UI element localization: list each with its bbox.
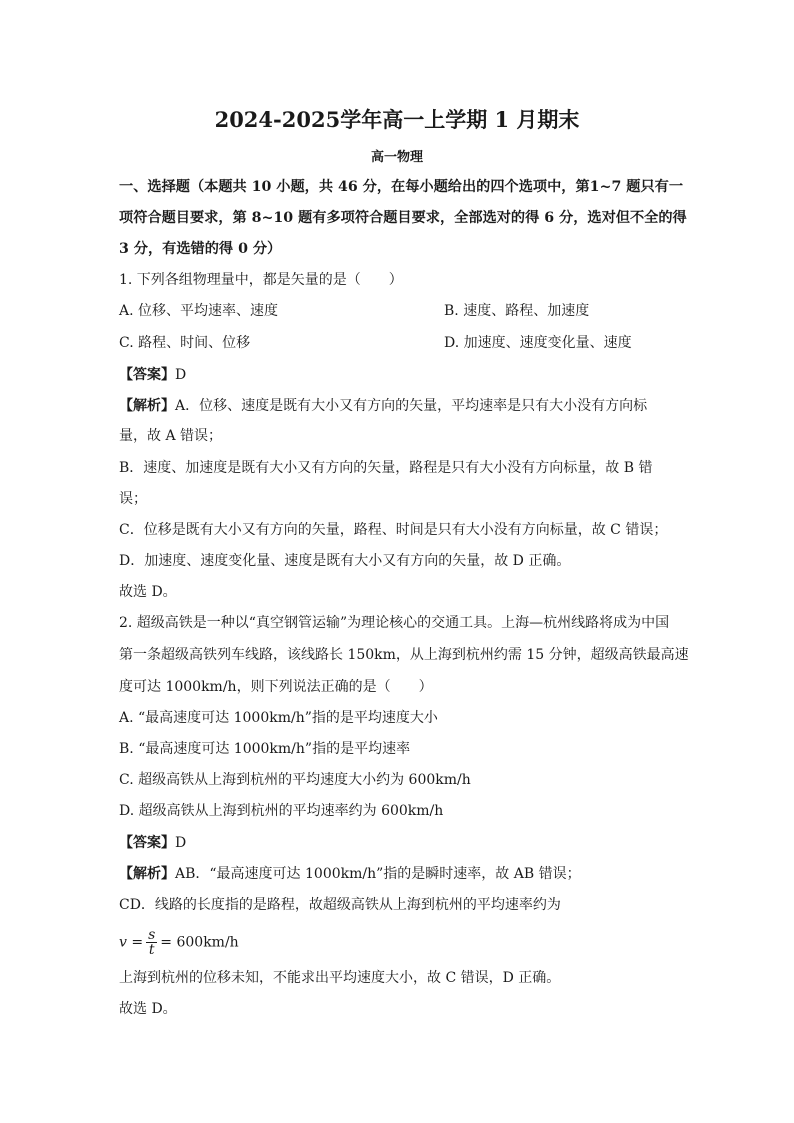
section-instructions-line-2: 项符合题目要求，第 8~10 题有多项符合题目要求，全部选对的得 6 分，选对但不全的得: [119, 210, 687, 226]
analysis-text: A．位移、速度是既有大小又有方向的矢量，平均速率是只有大小没有方向标: [175, 398, 648, 414]
q2-analysis-line-3: 上海到杭州的位移未知，不能求出平均速度大小，故 C 错误，D 正确。: [119, 970, 561, 986]
answer-value: D: [175, 835, 187, 851]
analysis-text: AB．“最高速度可达 1000km/h”指的是瞬时速率，故 AB 错误；: [175, 866, 581, 882]
answer-tag: 【答案】: [119, 367, 175, 383]
section-instructions-line-3: 3 分，有选错的得 0 分）: [119, 241, 282, 257]
q1-option-d: D. 加速度、速度变化量、速度: [444, 335, 632, 351]
formula-equals: =: [131, 934, 144, 951]
velocity-formula: [119, 928, 239, 960]
q2-stem-line-3: 度可达 1000km/h，则下列说法正确的是（ ）: [119, 679, 433, 695]
q1-stem: 1. 下列各组物理量中，都是矢量的是（ ）: [119, 272, 403, 288]
q1-option-b: B. 速度、路程、加速度: [444, 303, 590, 319]
q2-option-d: D. 超级高铁从上海到杭州的平均速率约为 600km/h: [119, 803, 444, 819]
q2-stem-line-2: 第一条超级高铁列车线路，该线路长 150km，从上海到杭州约需 15 分钟，超级高铁最高速: [119, 647, 689, 663]
q1-answer: [119, 364, 186, 384]
answer-tag: 【答案】: [119, 835, 175, 851]
page-title: 2024-2025学年高一上学期 1 月期末: [214, 107, 580, 132]
analysis-tag: 【解析】: [119, 398, 175, 414]
formula-rhs: = 600km/h: [160, 934, 239, 951]
q2-option-b: B. “最高速度可达 1000km/h”指的是平均速率: [119, 741, 411, 757]
q1-analysis-line-7: 故选 D。: [119, 584, 177, 600]
q2-analysis-line-1: [119, 863, 581, 883]
section-instructions-line-1: 一、选择题（本题共 10 小题，共 46 分，在每小题给出的四个选项中，第1~7 题只有一: [119, 179, 684, 195]
q2-option-a: A. “最高速度可达 1000km/h”指的是平均速度大小: [119, 710, 438, 726]
q2-stem-line-1: 2. 超级高铁是一种以“真空钢管运输”为理论核心的交通工具。上海—杭州线路将成为中国: [119, 615, 670, 631]
answer-value: D: [175, 367, 187, 383]
q1-analysis-line-6: D．加速度、速度变化量、速度是既有大小又有方向的矢量，故 D 正确。: [119, 553, 571, 569]
q1-analysis-line-3: B．速度、加速度是既有大小又有方向的矢量，路程是只有大小没有方向标量，故 B 错: [119, 460, 653, 476]
q1-analysis-line-2: 量，故 A 错误；: [119, 428, 223, 444]
formula-fraction: [146, 928, 157, 957]
q2-answer: [119, 832, 186, 852]
q1-analysis-line-4: 误；: [119, 491, 147, 507]
formula-numerator: s: [148, 927, 156, 943]
formula-lhs: v: [119, 934, 127, 951]
analysis-tag: 【解析】: [119, 866, 175, 882]
q1-analysis-line-1: [119, 395, 647, 415]
q1-analysis-line-5: C．位移是既有大小又有方向的矢量，路程、时间是只有大小没有方向标量，故 C 错误；: [119, 522, 668, 538]
formula-denominator: t: [148, 942, 155, 958]
q2-option-c: C. 超级高铁从上海到杭州的平均速度大小约为 600km/h: [119, 772, 471, 788]
q2-analysis-line-2: CD．线路的长度指的是路程，故超级高铁从上海到杭州的平均速率约为: [119, 897, 561, 913]
q1-option-c: C. 路程、时间、位移: [119, 335, 251, 351]
q1-option-a: A. 位移、平均速率、速度: [119, 303, 279, 319]
q2-analysis-line-4: 故选 D。: [119, 1001, 177, 1017]
page-subtitle: 高一物理: [370, 150, 423, 165]
